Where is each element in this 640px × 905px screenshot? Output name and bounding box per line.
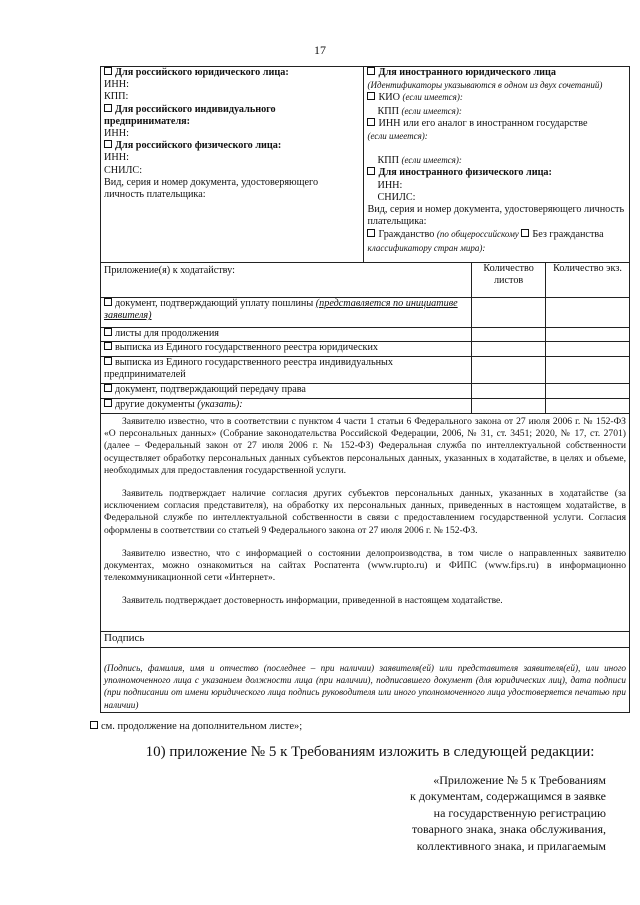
checkbox-inn-analog[interactable]: ИНН или его аналог в иностранном государстве: [367, 118, 626, 130]
quote-line: коллективного знака, и прилагаемым: [416, 838, 606, 853]
checkbox-icon[interactable]: [367, 118, 375, 126]
checkbox-icon[interactable]: [104, 328, 112, 336]
attachment-row: [101, 298, 630, 328]
attachment-row: [101, 342, 630, 357]
checkbox-icon[interactable]: [104, 67, 112, 75]
appendix-quote: [266, 772, 606, 854]
identifier-note: (Идентификаторы указываются в одном из двух сочетаний): [367, 80, 603, 91]
label-kpp: КПП:: [104, 91, 129, 103]
amendment-heading: 10) приложение № 5 к Требованиям изложить в следующей редакции:: [145, 744, 595, 760]
attachment-row: [101, 384, 630, 399]
quote-line: товарного знака, знака обслуживания,: [411, 822, 606, 837]
label-inn: ИНН:: [104, 152, 129, 164]
petition-form-table: [100, 66, 630, 713]
checkbox-foreign-individual[interactable]: Для иностранного физического лица:: [367, 167, 626, 179]
attachments-header: Приложение(я) к ходатайству:: [101, 263, 472, 298]
checkbox-icon[interactable]: [367, 92, 375, 100]
consent-cell: [101, 414, 630, 632]
copies-count-cell[interactable]: [546, 298, 630, 328]
copies-count-cell[interactable]: [546, 384, 630, 399]
label-inn: ИНН:: [104, 128, 129, 140]
attachment-row: [101, 357, 630, 384]
checkbox-citizenship-icon[interactable]: [367, 229, 375, 237]
checkbox-icon[interactable]: [367, 167, 375, 175]
attachment-row: [101, 399, 630, 414]
foreign-payer-cell: [364, 67, 630, 263]
label-inn: ИНН:: [377, 179, 403, 191]
label-snils: СНИЛС:: [377, 191, 416, 203]
checkbox-icon[interactable]: [367, 67, 375, 75]
copies-count-cell[interactable]: [546, 399, 630, 414]
label-inn: ИНН:: [104, 79, 129, 91]
label-kpp: КПП (если имеется):: [377, 155, 462, 167]
checkbox-stateless-icon[interactable]: [521, 229, 529, 237]
sheets-count-cell[interactable]: [472, 357, 546, 384]
signature-note: (Подпись, фамилия, имя и отчество (последнее – при наличии) заявителя(ей) или представителя заявителя(ей), или иного уполномоченного лица с указанием должности лица (при наличии), подписавшего документ (для юридических лиц), дата подписи (при подписании от имени юридического лица подпись руководителя или иного уполномоченного лица удостоверяется печатью при наличии): [104, 663, 626, 710]
consent-paragraph-2: Заявитель подтверждает наличие согласия других субъектов персональных данных, указанных в ходатайстве (за исключением согласия представителя), на обработку их персональных данных, приведенных в настоящем ходатайстве, в Федеральной службе по интеллектуальной собственности в связи с предоставлением государственной услуги. Согласия оформлены в соответствии со статьей 9 Федерального закона от 27 июля 2006 г. № 152-ФЗ.: [104, 488, 626, 536]
label-identity-document: Вид, серия и номер документа, удостоверяющего личность плательщика:: [104, 176, 319, 201]
checkbox-icon[interactable]: [104, 298, 112, 306]
signature-field[interactable]: [101, 648, 630, 713]
label-snils: СНИЛС:: [104, 164, 143, 176]
attachment-item-egrip[interactable]: выписка из Единого государственного реестра индивидуальных предпринимателей: [101, 357, 472, 384]
checkbox-icon[interactable]: [104, 384, 112, 392]
attachment-item-payment[interactable]: документ, подтверждающий уплату пошлины (представляется по инициативе заявителя): [101, 298, 472, 328]
signature-title: Подпись: [101, 632, 630, 648]
russian-payer-cell: [101, 67, 364, 263]
attachments-header-row: [101, 263, 630, 298]
sheets-count-cell[interactable]: [472, 298, 546, 328]
attachment-item-egrul[interactable]: выписка из Единого государственного реестра юридических: [101, 342, 472, 357]
label-identity-document: Вид, серия и номер документа, удостоверяющего личность плательщика:: [367, 204, 625, 228]
checkbox-ru-individual[interactable]: Для российского физического лица:: [104, 140, 360, 152]
signature-row: [101, 648, 630, 713]
quote-line: на государственную регистрацию: [433, 805, 606, 820]
checkbox-foreign-legal-entity[interactable]: Для иностранного юридического лица: [367, 67, 626, 79]
if-available-note: (если имеется):: [367, 131, 428, 142]
column-sheets-count: Количество листов: [472, 263, 546, 298]
consent-paragraph-3: Заявителю известно, что с информацией о состоянии делопроизводства, в том числе о направленных заявителю документах, можно ознакомиться на сайтах Роспатента (www.rupto.ru) и ФИПС (www.fips.ru) в информационно телекоммуникационной сети «Интернет».: [104, 547, 626, 584]
consent-row: [101, 414, 630, 632]
checkbox-ru-legal-entity[interactable]: Для российского юридического лица:: [104, 67, 360, 79]
checkbox-icon[interactable]: [90, 721, 98, 729]
attachment-row: [101, 328, 630, 342]
sheets-count-cell[interactable]: [472, 399, 546, 414]
quote-line: к документам, содержащимся в заявке: [410, 789, 606, 804]
label-kpp: КПП (если имеется):: [377, 105, 462, 117]
citizenship-options: Гражданство (по общероссийскому Без гражданства: [367, 228, 626, 241]
continuation-note[interactable]: см. продолжение на дополнительном листе»;: [90, 721, 302, 732]
page-number: 17: [314, 43, 326, 57]
checkbox-icon[interactable]: [104, 140, 112, 148]
checkbox-icon[interactable]: [104, 357, 112, 365]
copies-count-cell[interactable]: [546, 342, 630, 357]
checkbox-icon[interactable]: [104, 104, 112, 112]
consent-paragraph-1: Заявителю известно, что в соответствии с пунктом 4 части 1 статьи 6 Федерального закона от 27 июля 2006 г. № 152-ФЗ «О персональных данных» (Собрание законодательства Российской Федерации, 2006, № 31, ст. 3451; 2020, № 17, ст. 2701) (далее – Федеральный закон от 27 июля 2006 г. № 152-ФЗ) Федеральная служба по интеллектуальной собственности осуществляет обработку персональных данных субъектов персональных данных, указанных в ходатайстве, в целях и объеме, необходимых для предоставления государственной услуги.: [104, 416, 626, 476]
attachment-item-continuation[interactable]: листы для продолжения: [101, 328, 472, 342]
checkbox-ru-entrepreneur[interactable]: Для российского индивидуального предпринимателя:: [104, 103, 276, 127]
attachment-item-rights-transfer[interactable]: документ, подтверждающий передачу права: [101, 384, 472, 399]
checkbox-icon[interactable]: [104, 342, 112, 350]
copies-count-cell[interactable]: [546, 357, 630, 384]
copies-count-cell[interactable]: [546, 328, 630, 342]
signature-title-row: [101, 632, 630, 648]
column-copies-count: Количество экз.: [546, 263, 630, 298]
attachment-item-other[interactable]: другие документы (указать):: [101, 399, 472, 414]
sheets-count-cell[interactable]: [472, 384, 546, 399]
classifier-note: классификатору стран мира):: [367, 242, 486, 253]
consent-paragraph-4: Заявитель подтверждает достоверность информации, приведенной в настоящем ходатайстве.: [122, 595, 503, 607]
sheets-count-cell[interactable]: [472, 328, 546, 342]
sheets-count-cell[interactable]: [472, 342, 546, 357]
checkbox-kio[interactable]: КИО (если имеется):: [367, 91, 626, 104]
quote-line: «Приложение № 5 к Требованиям: [433, 773, 606, 787]
checkbox-icon[interactable]: [104, 399, 112, 407]
payer-identification-row: [101, 67, 630, 263]
